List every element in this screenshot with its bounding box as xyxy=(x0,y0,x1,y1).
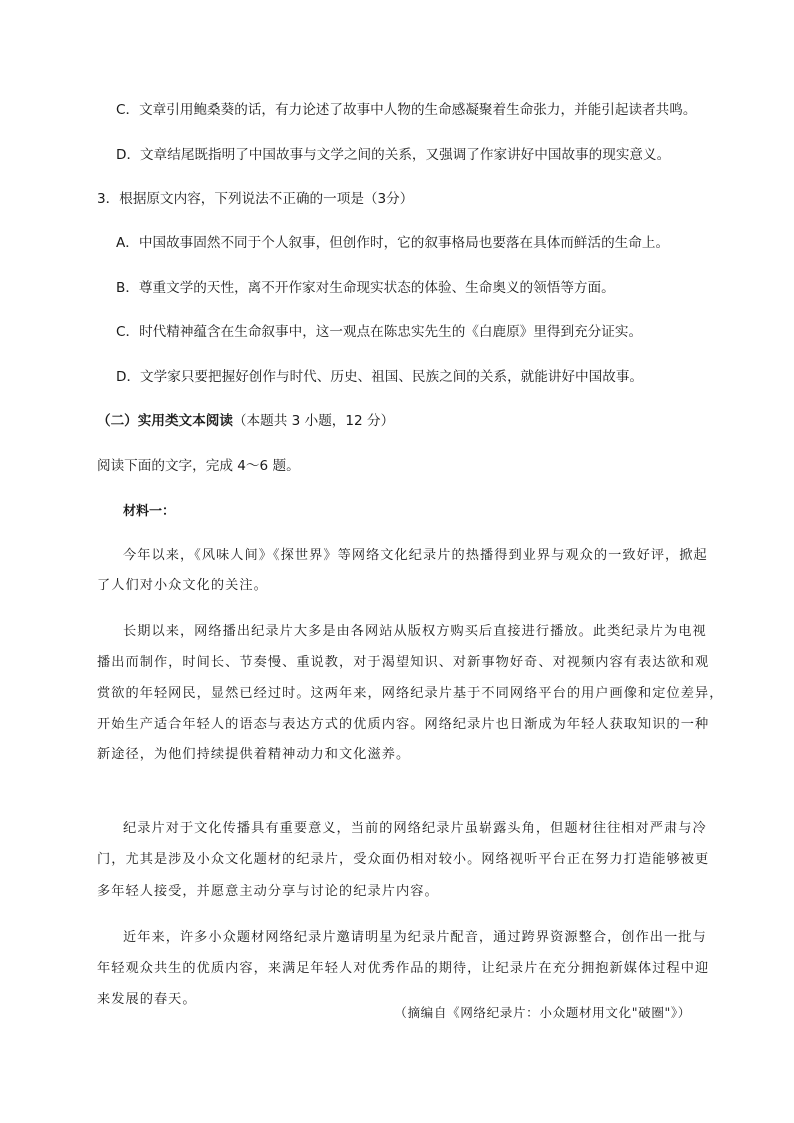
material-1-source: （摘编自《网络纪录片：小众题材用文化"破圈"》） xyxy=(394,1005,691,1020)
material-1-paragraph-4-line: 近年来，许多小众题材网络纪录片邀请明星为纪录片配音，通过跨界资源整合，创作出一批与 xyxy=(123,930,707,945)
section-2-title: （二）实用类文本阅读 xyxy=(97,413,233,429)
q3-option-a: A．中国故事固然不同于个人叙事，但创作时，它的叙事格局也要落在具体而鲜活的生命上。 xyxy=(116,235,670,251)
material-1-paragraph-3-line: 门，尤其是涉及小众文化题材的纪录片，受众面仍相对较小。网络视听平台正在努力打造能够被更 xyxy=(97,852,710,867)
q3-option-d: D．文学家只要把握好创作与时代、历史、祖国、民族之间的关系，就能讲好中国故事。 xyxy=(116,369,644,385)
section-2-instruction: 阅读下面的文字，完成 4～6 题。 xyxy=(97,458,300,474)
material-1-paragraph-2-line: 播出而制作，时间长、节奏慢、重说教，对于渴望知识、对新事物好奇、对视频内容有表达欲和观 xyxy=(97,655,710,670)
q2-option-c: C．文章引用鲍桑葵的话，有力论述了故事中人物的生命感凝聚着生命张力，并能引起读者共鸣。 xyxy=(116,102,697,118)
material-1-paragraph-3-line: 纪录片对于文化传播具有重要意义，当前的网络纪录片虽崭露头角，但题材往往相对严肃与冷 xyxy=(123,821,707,836)
material-1-paragraph-2-line: 长期以来，网络播出纪录片大多是由各网站从版权方购买后直接进行播放。此类纪录片为电视 xyxy=(123,624,707,639)
q3-option-c: C．时代精神蕴含在生命叙事中，这一观点在陈忠实先生的《白鹿原》里得到充分证实。 xyxy=(116,324,643,340)
material-1-paragraph-3-line: 多年轻人接受，并愿意主动分享与讨论的纪录片内容。 xyxy=(97,884,439,899)
material-1-paragraph-2-line: 开始生产适合年轻人的语态与表达方式的优质内容。网络纪录片也日渐成为年轻人获取知识的一种 xyxy=(97,717,710,732)
material-1-paragraph-1-line: 了人们对小众文化的关注。 xyxy=(97,578,268,593)
material-1-paragraph-4-line: 来发展的春天。 xyxy=(97,992,197,1007)
material-1-heading: 材料一： xyxy=(123,504,176,519)
section-2-heading xyxy=(97,411,394,431)
material-1-paragraph-4-line: 年轻观众共生的优质内容，来满足年轻人对优秀作品的期待，让纪录片在充分拥抱新媒体过程中迎 xyxy=(97,961,710,976)
material-1-paragraph-1-line: 今年以来，《风味人间》《探世界》等网络文化纪录片的热播得到业界与观众的一致好评，掀起 xyxy=(123,548,708,563)
section-2-score: （本题共 3 小题，12 分） xyxy=(232,413,395,429)
question-3-stem: 3．根据原文内容，下列说法不正确的一项是（3分） xyxy=(97,191,414,207)
q2-option-d: D．文章结尾既指明了中国故事与文学之间的关系，又强调了作家讲好中国故事的现实意义。 xyxy=(116,147,671,163)
q3-option-b: B．尊重文学的天性，离不开作家对生命现实状态的体验、生命奥义的领悟等方面。 xyxy=(116,280,615,296)
material-1-paragraph-2-line: 赏欲的年轻网民，显然已经过时。这两年来，网络纪录片基于不同网络平台的用户画像和定位差异， xyxy=(97,686,724,701)
material-1-paragraph-2-line: 新途径，为他们持续提供着精神动力和文化滋养。 xyxy=(97,747,411,762)
